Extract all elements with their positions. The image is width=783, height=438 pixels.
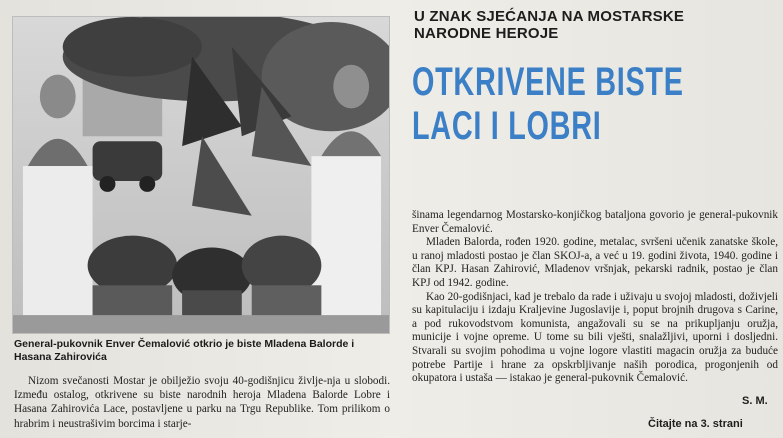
main-headline xyxy=(412,60,684,148)
article-body-right xyxy=(412,209,778,386)
photo-busts-monument xyxy=(12,16,390,334)
kicker-headline: U ZNAK SJEĆANJA NA MOSTARSKE NARODNE HEROJE xyxy=(414,8,685,42)
article-body-left: Nizom svečanosti Mostar je obilježio svoju 40-godišnjicu življe-nja u slobodi. Između ostalog, otkrivene su biste narodnih heroja Mladena Balorde Lobre i Hasana Zahirovića Lace, postavljene u parku na Trgu Republike. Tom prilikom o hrabrim i neustrašivim borcima i starje- xyxy=(14,375,390,430)
paragraph: šinama legendarnog Mostarsko-konjičkog bataljona govorio je general-pukovnik Enver Čemalović. xyxy=(412,209,778,235)
paragraph: Mladen Balorda, rođen 1920. godine, metalac, svršeni učenik zanatske škole, u ranoj mladosti postao je član SKOJ-a, a već u 19. godini života, 1940. godine i član KPJ. Hasan Zahirović, Mladenov vršnjak, pekarski radnik, postao je član KPJ od 1942. godine. xyxy=(412,236,778,289)
author-signature: S. M. xyxy=(742,395,768,407)
photo-caption: General-pukovnik Enver Čemalović otkrio je biste Mladena Balorde i Hasana Zahirovića xyxy=(14,338,355,363)
headline-line-1: OTKRIVENE BISTE xyxy=(412,60,684,104)
headline-line-2: LACI I LOBRI xyxy=(412,104,602,148)
paragraph: Kao 20-godišnjaci, kad je trebalo da rade i uživaju u svojoj mladosti, doživjeli su kapitulaciju i izdaju Kraljevine Jugoslavije i, poput brojnih drugova s Carine, a pod rukovodstvom komunista, angažovali su se na prikupljanju oružja, municije i vojne opreme. U tome su bili vješti, snalažljivi, uporni i dosljedni. Stvarali su svojim pohodima u vojne logore vlastiti magacin oružja za buduće potrebe Partije i hrane za opskrbljivanje naših porodica, progonjenih od okupatora i ustaša — istakao je general-pukovnik Čemalović. xyxy=(412,290,778,385)
continue-note: Čitajte na 3. strani xyxy=(648,418,743,430)
photo-graphic xyxy=(13,17,389,333)
